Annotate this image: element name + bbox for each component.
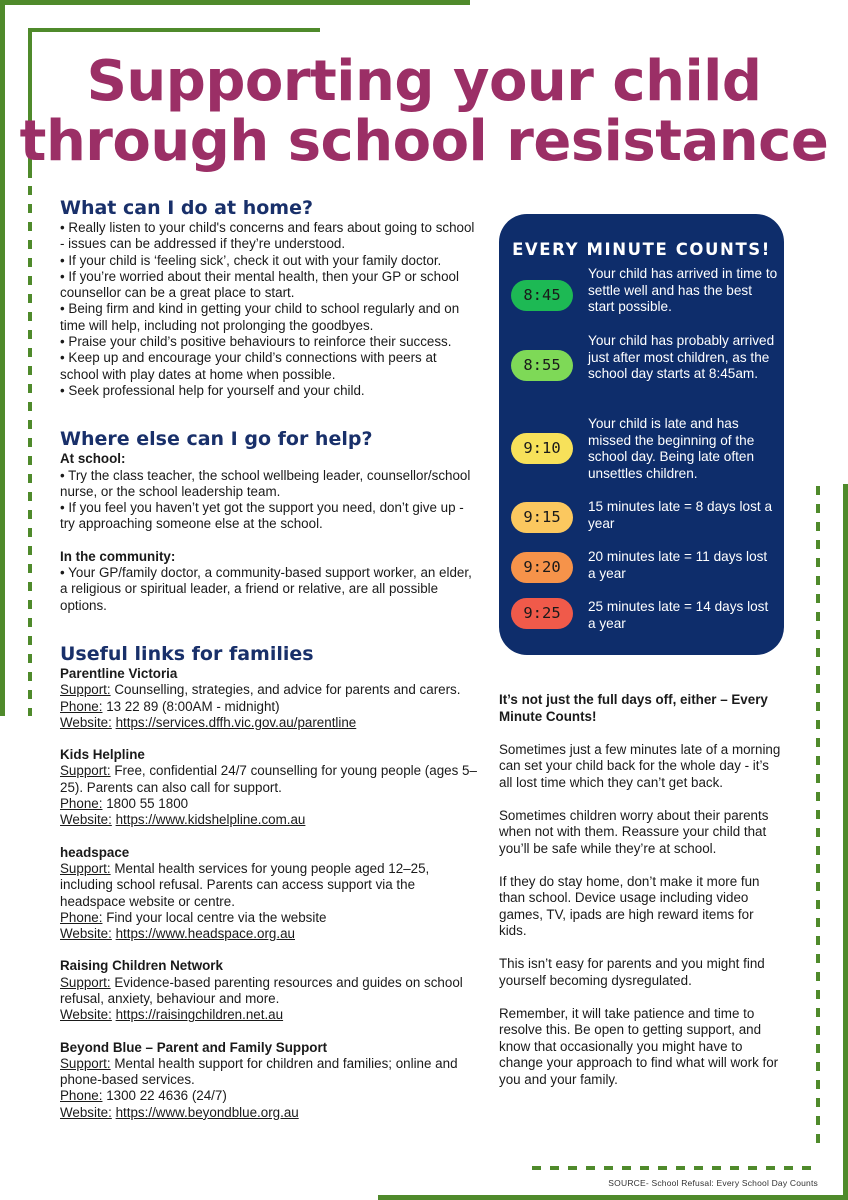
home-bullet: • If your child is ‘feeling sick’, check it out with your family doctor. <box>60 252 442 268</box>
home-bullet: • Praise your child’s positive behaviours to reinforce their success. <box>60 334 452 350</box>
home-bullet: • Really listen to your child's concerns and fears about going to school - issues can be addressed if they’re understood. <box>60 220 475 252</box>
left-dashed-border <box>28 186 32 716</box>
time-badge: 9:25 <box>511 598 573 629</box>
right-paragraph: Sometimes just a few minutes late of a morning can set your child back for the whole day - it’s all lost time which they can’t get back. <box>499 741 781 790</box>
org-website-link[interactable]: https://raisingchildren.net.au <box>115 1007 284 1023</box>
time-row <box>511 599 776 633</box>
right-border-line <box>843 484 848 1200</box>
time-badge: 9:10 <box>511 433 573 464</box>
org-kids-helpline <box>60 747 478 828</box>
org-name: Beyond Blue – Parent and Family Support <box>60 1039 328 1055</box>
left-column <box>60 196 478 1137</box>
school-bullet: • If you feel you haven’t yet got the support you need, don’t give up - try approaching someone else at the school. <box>60 500 464 532</box>
time-row <box>511 416 776 482</box>
website-label: Website: <box>60 812 112 828</box>
page-title <box>0 49 848 174</box>
right-dashed-border <box>816 486 820 1146</box>
org-support-text: Evidence-based parenting resources and guides on school refusal, anxiety, behaviour and more. <box>60 974 463 1006</box>
bottom-border-line <box>378 1195 848 1200</box>
org-support-text: Free, confidential 24/7 counselling for young people (ages 5–25). Parents can also call for support. <box>60 763 477 795</box>
org-website-link[interactable]: https://services.dffh.vic.gov.au/parentline <box>115 714 357 730</box>
support-label: Support: <box>60 860 111 876</box>
time-badge: 9:15 <box>511 502 573 533</box>
time-row-text: 25 minutes late = 14 days lost a year <box>588 599 769 631</box>
org-website-link[interactable]: https://www.kidshelpline.com.au <box>115 812 306 828</box>
phone-label: Phone: <box>60 796 103 812</box>
website-label: Website: <box>60 1007 112 1023</box>
right-column <box>499 692 784 1105</box>
support-label: Support: <box>60 974 111 990</box>
time-row <box>511 499 776 533</box>
support-label: Support: <box>60 763 111 779</box>
right-paragraph: This isn’t easy for parents and you might find yourself becoming dysregulated. <box>499 956 765 988</box>
support-label: Support: <box>60 682 111 698</box>
org-website-link[interactable]: https://www.headspace.org.au <box>115 926 295 942</box>
right-heading: It’s not just the full days off, either – Every Minute Counts! <box>499 692 768 724</box>
time-row-text: 20 minutes late = 11 days lost a year <box>588 549 768 581</box>
links-section <box>60 642 478 1121</box>
org-support-text: Counselling, strategies, and advice for parents and carers. <box>114 682 461 698</box>
home-heading: What can I do at home? <box>60 197 313 219</box>
time-row <box>511 333 776 399</box>
time-row-text: Your child has probably arrived just after most children, as the school day starts at 8:45am. <box>588 333 775 381</box>
website-label: Website: <box>60 926 112 942</box>
time-row <box>511 549 776 583</box>
help-heading: Where else can I go for help? <box>60 428 373 451</box>
org-name: Parentline Victoria <box>60 665 178 681</box>
org-phone: 13 22 89 (8:00AM - midnight) <box>106 698 280 714</box>
links-heading: Useful links for families <box>60 642 314 665</box>
source-credit: SOURCE- School Refusal: Every School Day Counts <box>608 1178 818 1188</box>
time-badge: 9:20 <box>511 552 573 583</box>
org-beyond-blue <box>60 1040 478 1121</box>
top-inner-line <box>28 28 320 32</box>
home-bullet: • Keep up and encourage your child’s connections with peers at school with play dates at home when possible. <box>60 350 437 382</box>
time-row-text: 15 minutes late = 8 days lost a year <box>588 499 773 531</box>
org-parentline <box>60 666 478 731</box>
org-support-text: Mental health services for young people aged 12–25, including school refusal. Parents can access support via the headspace website or centre. <box>60 860 430 909</box>
top-border-line <box>0 0 470 5</box>
school-bullet: • Try the class teacher, the school wellbeing leader, counsellor/school nurse, or the school leadership team. <box>60 467 471 499</box>
time-badge: 8:55 <box>511 350 573 381</box>
org-phone: 1800 55 1800 <box>106 796 189 812</box>
home-section <box>60 196 478 399</box>
right-paragraph: If they do stay home, don’t make it more fun than school. Device usage including video games, TV, ipads are high reward items for kids. <box>499 873 760 938</box>
bottom-dashed-border <box>532 1166 820 1170</box>
time-badge: 8:45 <box>511 280 573 311</box>
org-raising-children <box>60 958 478 1023</box>
right-paragraph: Remember, it will take patience and time to resolve this. Be open to getting support, and know that occasionally you might have to change your approach to find what will work for you and your family. <box>499 1005 779 1087</box>
org-name: Raising Children Network <box>60 958 223 974</box>
org-name: headspace <box>60 844 130 860</box>
org-name: Kids Helpline <box>60 747 145 763</box>
panel-heading: EVERY MINUTE COUNTS! <box>512 240 771 259</box>
org-support-text: Mental health support for children and families; online and phone-based services. <box>60 1055 458 1088</box>
home-bullet: • If you’re worried about their mental health, then your GP or school counsellor can be a great place to start. <box>60 268 459 301</box>
title-line-2: through school resistance <box>19 109 829 174</box>
time-row <box>511 266 776 326</box>
support-label: Support: <box>60 1055 111 1071</box>
at-school-label: At school: <box>60 451 126 467</box>
org-website-link[interactable]: https://www.beyondblue.org.au <box>115 1104 299 1120</box>
website-label: Website: <box>60 1104 112 1120</box>
right-paragraph: Sometimes children worry about their parents when not with them. Reassure your child that you’ll be safe while they’re at school. <box>499 807 769 856</box>
website-label: Website: <box>60 714 112 730</box>
time-row-text: Your child has arrived in time to settle well and has the best start possible. <box>588 266 778 314</box>
phone-label: Phone: <box>60 909 103 925</box>
org-phone: Find your local centre via the website <box>106 909 327 925</box>
every-minute-counts-panel <box>499 214 784 655</box>
home-bullet: • Being firm and kind in getting your child to school regularly and on time will help, including not prolonging the goodbyes. <box>60 301 460 333</box>
community-bullet: • Your GP/family doctor, a community-based support worker, an elder, a religious or spiritual leader, a friend or relative, are all possible options. <box>60 565 472 613</box>
title-line-1: Supporting your child <box>86 49 762 114</box>
help-section <box>60 427 478 614</box>
phone-label: Phone: <box>60 698 103 714</box>
phone-label: Phone: <box>60 1088 103 1104</box>
community-label: In the community: <box>60 548 176 564</box>
org-headspace <box>60 845 478 943</box>
time-row-text: Your child is late and has missed the beginning of the school day. Being late often unsettles children. <box>588 416 755 481</box>
org-phone: 1300 22 4636 (24/7) <box>106 1088 227 1104</box>
home-bullet: • Seek professional help for yourself and your child. <box>60 382 365 398</box>
